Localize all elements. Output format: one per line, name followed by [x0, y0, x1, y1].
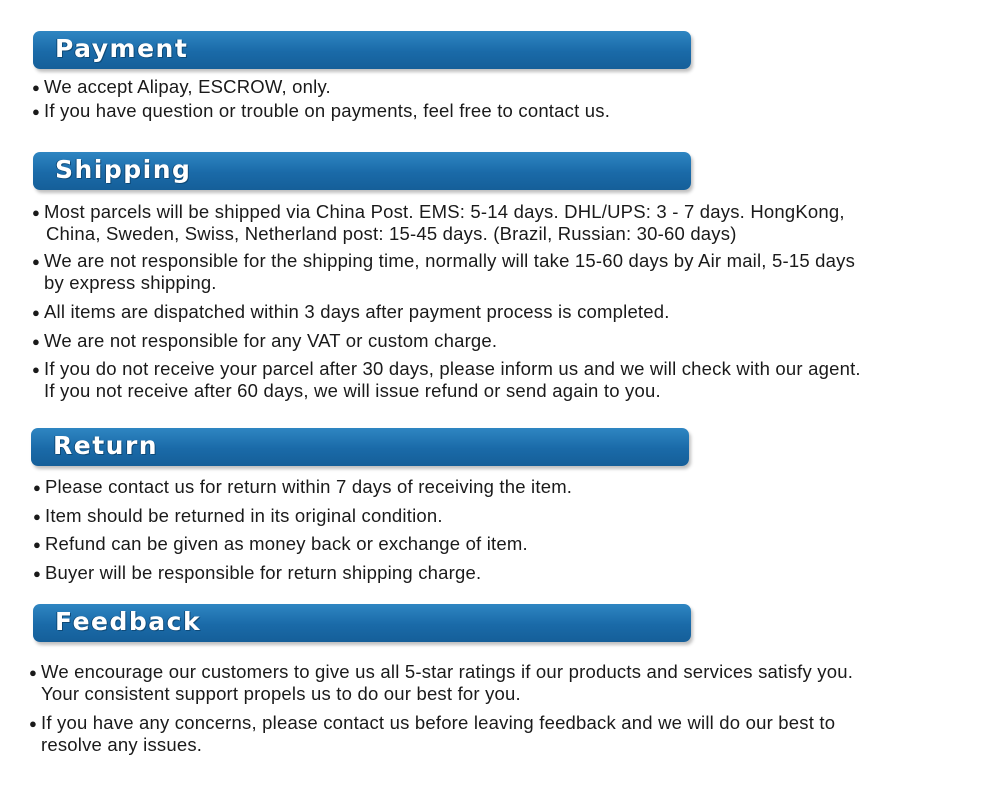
bullet-icon: ● — [32, 254, 41, 269]
bullet-icon: ● — [33, 480, 42, 495]
feedback-item-2: ● If you have any concerns, please contact us before leaving feedback and we will do our best to resolve any issues. — [29, 712, 836, 755]
bullet-icon: ● — [32, 80, 41, 95]
shipping-item-2: ● We are not responsible for the shipping time, normally will take 15-60 days by Air mail, 5-15 days by express shipping. — [32, 250, 856, 293]
shipping-title: Shipping — [55, 155, 192, 184]
feedback-item-1: ● We encourage our customers to give us all 5-star ratings if our products and services satisfy you. Your consistent support propels us to do our best for you. — [29, 661, 854, 704]
bullet-icon: ● — [32, 334, 41, 349]
payment-item-2: ● If you have question or trouble on payments, feel free to contact us. — [32, 100, 611, 121]
bullet-icon: ● — [32, 362, 41, 377]
bullet-icon: ● — [33, 537, 42, 552]
bullet-icon: ● — [32, 104, 41, 119]
feedback-header — [33, 604, 691, 642]
bullet-icon: ● — [29, 665, 38, 680]
shipping-item-1: ● Most parcels will be shipped via China Post. EMS: 5-14 days. DHL/UPS: 3 - 7 days. HongKong, China, Sweden, Swiss, Netherland post: 15-45 days. (Brazil, Russian: 30-60 days) — [32, 201, 845, 244]
payment-header — [33, 31, 691, 69]
bullet-icon: ● — [33, 566, 42, 581]
bullet-icon: ● — [33, 509, 42, 524]
feedback-title: Feedback — [55, 607, 202, 636]
return-header — [31, 428, 689, 466]
return-item-3: ● Refund can be given as money back or exchange of item. — [33, 533, 528, 554]
bullet-icon: ● — [29, 716, 38, 731]
return-item-4: ● Buyer will be responsible for return shipping charge. — [33, 562, 482, 583]
return-item-1: ● Please contact us for return within 7 days of receiving the item. — [33, 476, 573, 497]
payment-title: Payment — [55, 34, 189, 63]
return-item-2: ● Item should be returned in its original condition. — [33, 505, 443, 526]
shipping-item-5: ● If you do not receive your parcel after 30 days, please inform us and we will check with our agent. If you not receive after 60 days, we will issue refund or send again to you. — [32, 358, 861, 401]
payment-item-1: ● We accept Alipay, ESCROW, only. — [32, 76, 331, 97]
shipping-item-3: ● All items are dispatched within 3 days after payment process is completed. — [32, 301, 670, 322]
bullet-icon: ● — [32, 205, 41, 220]
bullet-icon: ● — [32, 305, 41, 320]
shipping-item-4: ● We are not responsible for any VAT or custom charge. — [32, 330, 498, 351]
shipping-header — [33, 152, 691, 190]
return-title: Return — [53, 431, 159, 460]
